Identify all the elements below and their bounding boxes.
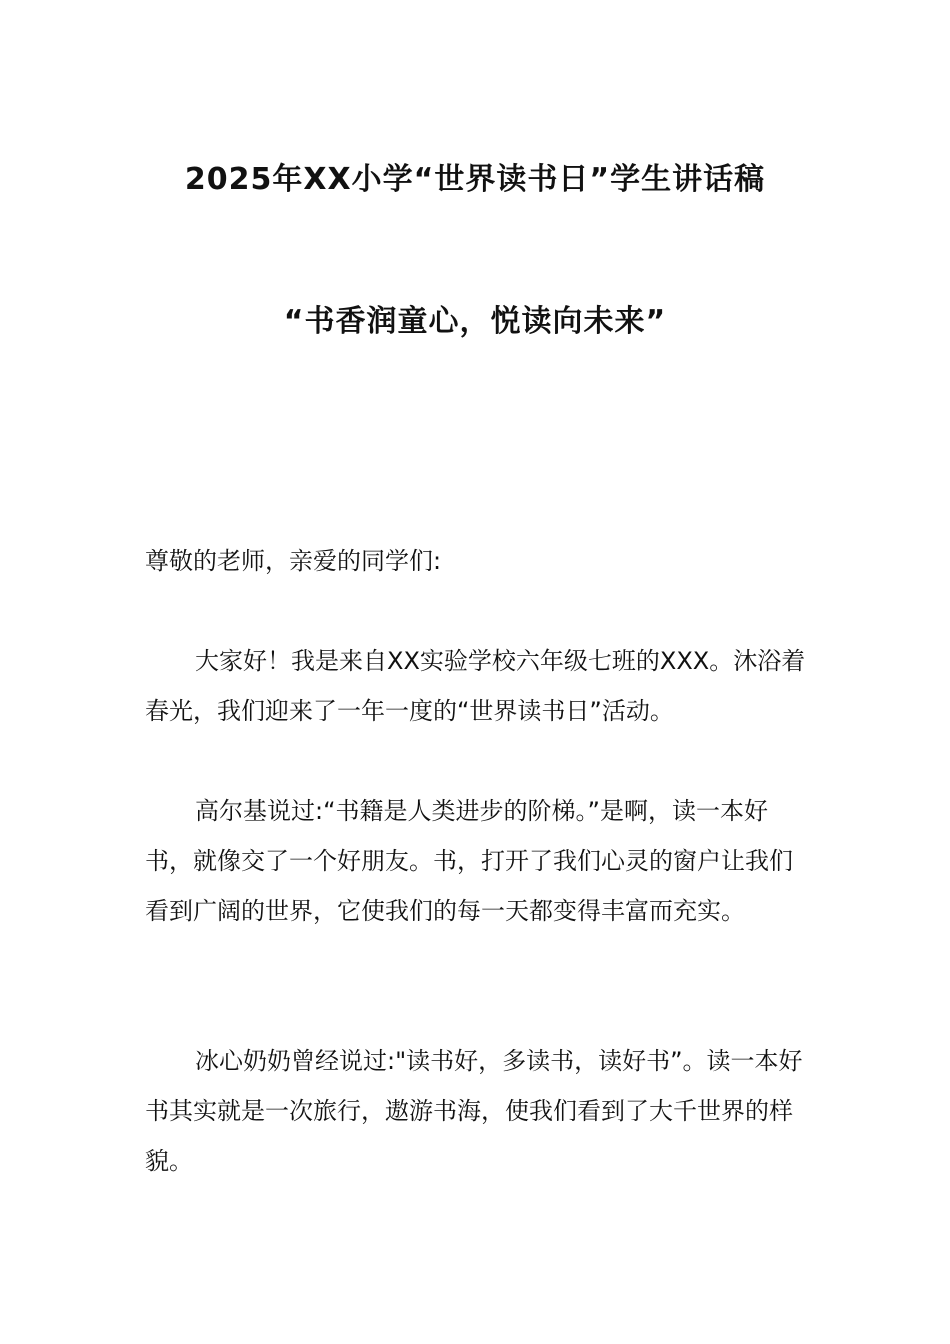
paragraph-greeting: 大家好！我是来自XX实验学校六年级七班的XXX。沐浴着春光，我们迎来了一年一度的“世界读书日”活动。	[145, 647, 806, 725]
paragraph-gorky-quote: 高尔基说过:“书籍是人类进步的阶梯。”是啊，读一本好书，就像交了一个好朋友。书，打开了我们心灵的窗户让我们看到广阔的世界，它使我们的每一天都变得丰富而充实。	[145, 797, 793, 925]
paragraph-bingxin-quote: 冰心奶奶曾经说过:"读书好，多读书，读好书”。读一本好书其实就是一次旅行，遨游书海，使我们看到了大千世界的样貌。	[145, 1047, 803, 1175]
document-title: 2025年XX小学“世界读书日”学生讲话稿	[184, 162, 766, 197]
salutation: 尊敬的老师，亲爱的同学们:	[145, 547, 442, 575]
document-subtitle: “书香润童心，悦读向未来”	[283, 304, 667, 339]
